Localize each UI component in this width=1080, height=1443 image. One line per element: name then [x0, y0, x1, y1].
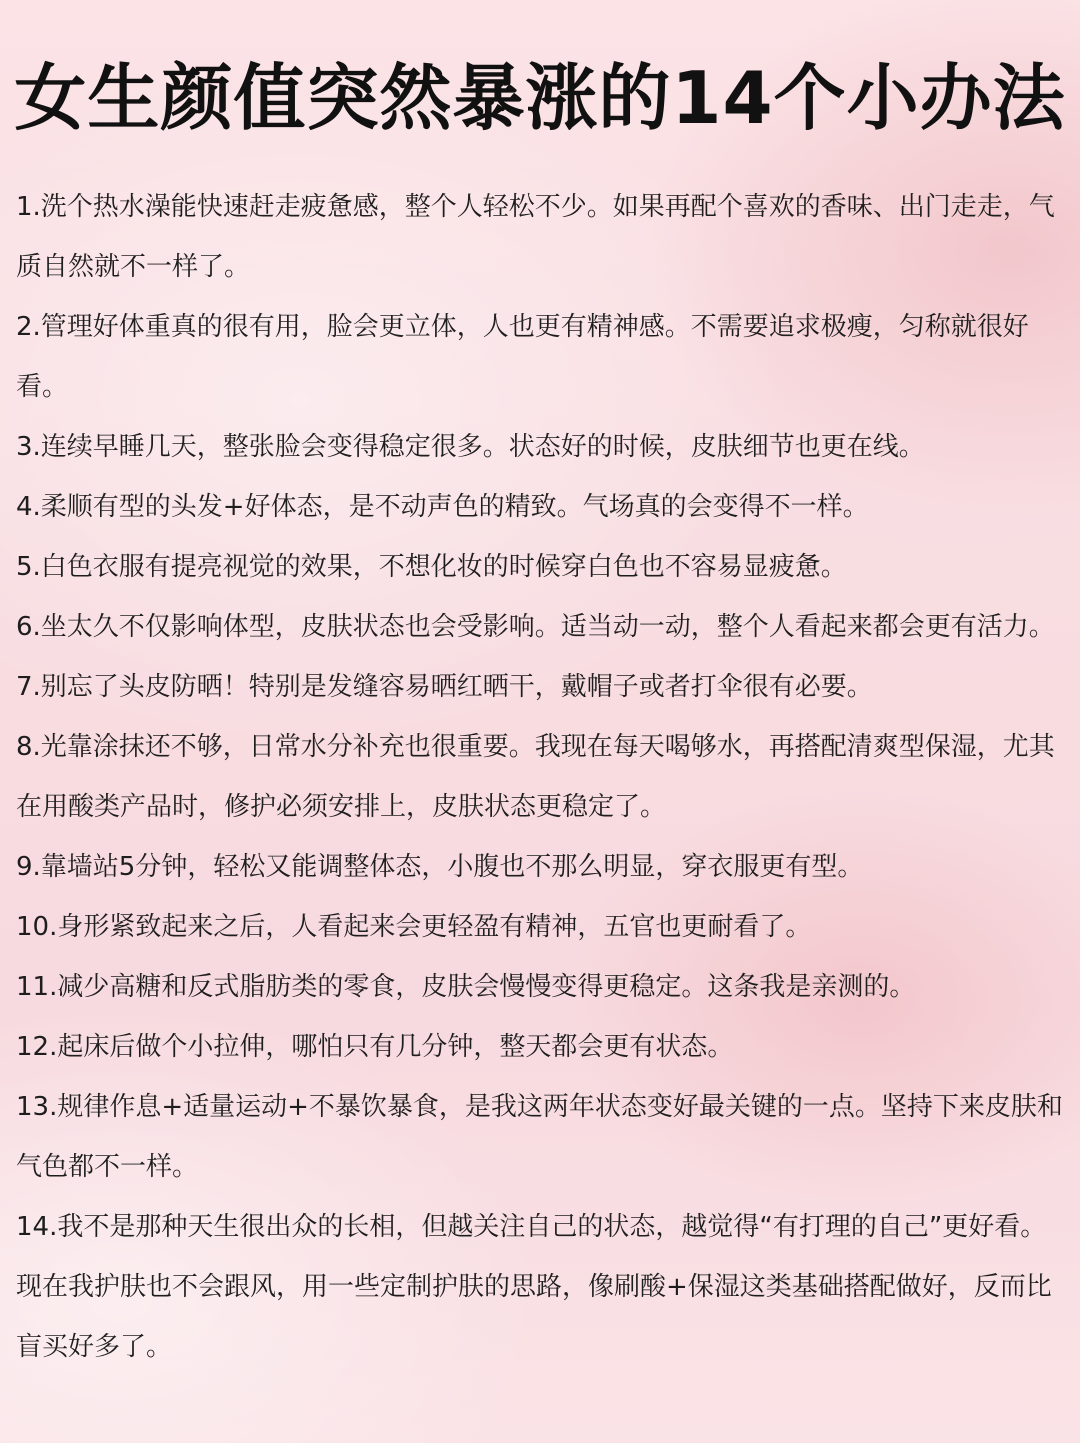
tip-item-3: 3.连续早睡几天，整张脸会变得稳定很多。状态好的时候，皮肤细节也更在线。 — [16, 432, 925, 462]
tip-item-4: 4.柔顺有型的头发+好体态，是不动声色的精致。气场真的会变得不一样。 — [16, 492, 869, 522]
tip-item-14: 14.我不是那种天生很出众的长相，但越关注自己的状态，越觉得“有打理的自己”更好看。现在我护肤也不会跟风，用一些定制护肤的思路，像刷酸+保湿这类基础搭配做好，反而比盲买好多了。 — [16, 1212, 1052, 1362]
tip-item-8: 8.光靠涂抹还不够，日常水分补充也很重要。我现在每天喝够水，再搭配清爽型保湿，尤其在用酸类产品时，修护必须安排上，皮肤状态更稳定了。 — [16, 732, 1055, 822]
tip-item-2: 2.管理好体重真的很有用，脸会更立体，人也更有精神感。不需要追求极瘦，匀称就很好看。 — [16, 312, 1029, 402]
tip-item-7: 7.别忘了头皮防晒！特别是发缝容易晒红晒干，戴帽子或者打伞很有必要。 — [16, 672, 873, 702]
tip-item-13: 13.规律作息+适量运动+不暴饮暴食，是我这两年状态变好最关键的一点。坚持下来皮肤和气色都不一样。 — [16, 1092, 1063, 1182]
page-title: 女生颜值突然暴涨的14个小办法 — [14, 56, 1066, 140]
tip-item-6: 6.坐太久不仅影响体型，皮肤状态也会受影响。适当动一动，整个人看起来都会更有活力。 — [16, 612, 1055, 642]
tips-list — [16, 177, 1066, 1377]
tip-item-12: 12.起床后做个小拉伸，哪怕只有几分钟，整天都会更有状态。 — [16, 1032, 734, 1062]
tip-item-5: 5.白色衣服有提亮视觉的效果，不想化妆的时候穿白色也不容易显疲惫。 — [16, 552, 847, 582]
tip-item-10: 10.身形紧致起来之后，人看起来会更轻盈有精神，五官也更耐看了。 — [16, 912, 812, 942]
tip-item-9: 9.靠墙站5分钟，轻松又能调整体态，小腹也不那么明显，穿衣服更有型。 — [16, 852, 864, 882]
tip-item-11: 11.减少高糖和反式脂肪类的零食，皮肤会慢慢变得更稳定。这条我是亲测的。 — [16, 972, 916, 1002]
tip-item-1: 1.洗个热水澡能快速赶走疲惫感，整个人轻松不少。如果再配个喜欢的香味、出门走走，气质自然就不一样了。 — [16, 192, 1055, 282]
